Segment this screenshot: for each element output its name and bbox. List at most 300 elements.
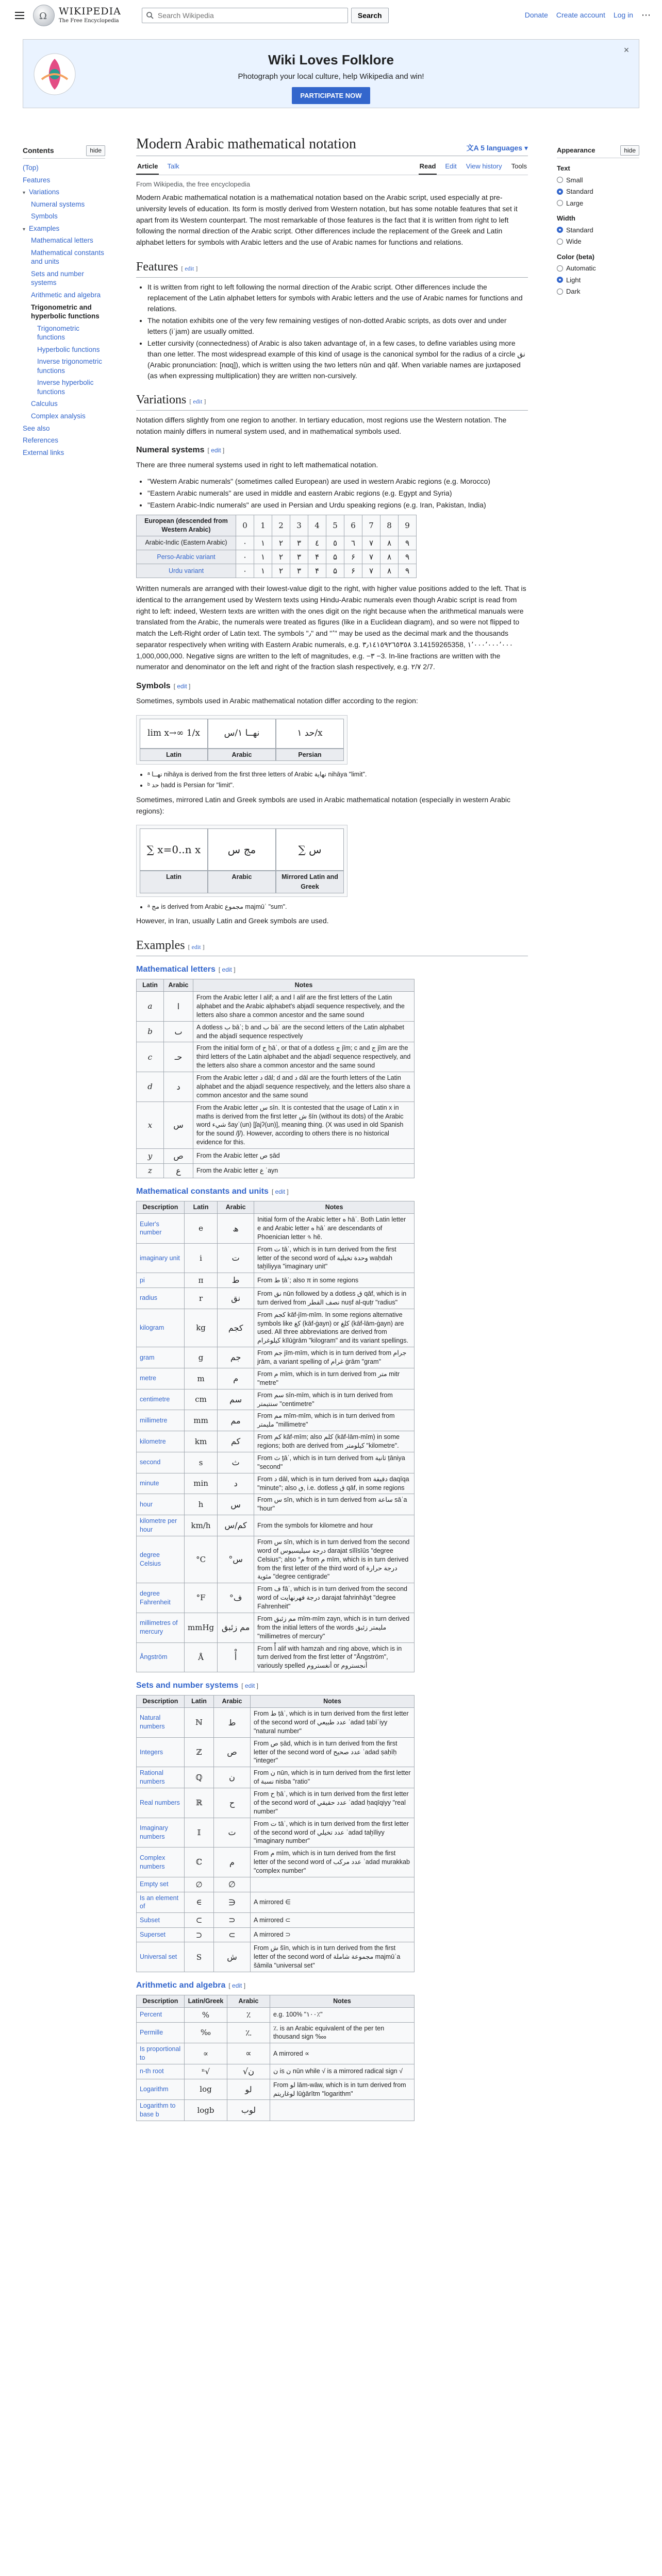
description-cell[interactable]: metre — [137, 1368, 185, 1389]
sum-figure — [136, 825, 347, 897]
table-row — [137, 1021, 415, 1042]
column-header: Description — [137, 1696, 185, 1708]
search-input[interactable] — [157, 11, 344, 20]
description-cell[interactable]: Rational numbers — [137, 1767, 185, 1788]
note-cell: Initial form of the Arabic letter ه hāʾ. Both Latin letter e and Arabic letter ه hāʾ are descendants of Phoenician letter 𐤄 hē. — [254, 1214, 415, 1244]
latin-cell: S — [185, 1942, 214, 1972]
toc-item[interactable] — [23, 434, 105, 447]
radio-option[interactable] — [557, 286, 639, 297]
description-cell[interactable]: kilometre per hour — [137, 1515, 185, 1536]
description-cell[interactable]: pi — [137, 1273, 185, 1288]
latin-cell: ℕ — [185, 1708, 214, 1738]
description-cell[interactable]: Ångström — [137, 1642, 185, 1672]
digit-cell: ٦ — [344, 536, 362, 550]
main-menu-icon[interactable] — [11, 7, 28, 24]
description-cell[interactable]: kilogram — [137, 1309, 185, 1347]
radio-label: Automatic — [566, 264, 596, 272]
description-cell[interactable]: Subset — [137, 1913, 185, 1928]
more-icon[interactable]: ⋯ — [641, 10, 651, 20]
digit-cell: ۳ — [290, 550, 308, 564]
chevron-down-icon[interactable]: ▾ — [23, 226, 26, 232]
digit-cell: ۸ — [380, 564, 399, 578]
chevron-down-icon[interactable]: ▾ — [23, 190, 26, 196]
radio-label: Large — [566, 199, 584, 207]
note-cell — [270, 2100, 415, 2121]
toc-item[interactable] — [23, 162, 105, 174]
constants-heading: Mathematical constants and units [ edit ] — [136, 1187, 289, 1196]
toc-item[interactable] — [23, 377, 105, 398]
digit-cell: 0 — [236, 515, 254, 536]
toc-item[interactable] — [23, 355, 105, 377]
row-label[interactable]: Arabic-Indic (Eastern Arabic) — [137, 536, 236, 550]
digit-cell: ۲ — [272, 564, 290, 578]
table-row — [137, 2079, 415, 2100]
toc-item-label: Mathematical letters — [31, 236, 93, 245]
table-row — [137, 1431, 415, 1452]
search-button[interactable]: Search — [351, 8, 389, 23]
column-header: Latin — [137, 979, 164, 992]
examples-heading: Examples [ edit ] — [136, 936, 528, 956]
description-cell[interactable]: Is proportional to — [137, 2043, 185, 2064]
edit-link[interactable]: edit — [177, 682, 187, 690]
latin-cell: log — [185, 2079, 227, 2100]
list-item: • It is written from right to left following the normal direction of the Arabic script. Other differences include the replacement of the Latin alphabet letters for symbols with Arabic letters and the use of Arabic names for functions and relations. — [147, 282, 528, 314]
table-row — [137, 2007, 415, 2022]
note-cell: From مم زئبق mīm-mīm zayn, which is in turn derived from the initial letters of the words مليمتر زئبق "millimetres of mercury" — [254, 1613, 415, 1642]
latin-cell: a — [137, 992, 164, 1022]
description-cell[interactable]: radius — [137, 1287, 185, 1309]
tab-article[interactable]: Article — [136, 158, 159, 175]
edit-link[interactable]: edit — [211, 447, 221, 454]
arabic-cell: ت — [214, 1818, 251, 1848]
table-row — [137, 992, 415, 1022]
note-cell: e.g. 100% "١٠٠٪" — [270, 2007, 415, 2022]
radio-label: Wide — [566, 238, 582, 245]
tab-view-history[interactable]: View history — [466, 162, 502, 171]
description-cell[interactable]: Empty set — [137, 1877, 185, 1892]
digit-cell: ٤ — [308, 536, 326, 550]
appearance-title: Appearance — [557, 146, 595, 154]
list-item: • ᵃ نهــا nihāya is derived from the first three letters of Arabic نهاية nihāya "limit". — [147, 770, 528, 779]
edit-link[interactable]: edit — [191, 943, 201, 951]
toc-item-label: Trigonometric functions — [37, 324, 80, 342]
latin-cell: °C — [185, 1536, 218, 1583]
edit-link[interactable]: edit — [275, 1188, 285, 1196]
arabic-cell: حـ — [164, 1042, 193, 1072]
latin-cell: °F — [185, 1583, 218, 1613]
latin-cell: m — [185, 1368, 218, 1389]
row-label: European (descended from Western Arabic) — [137, 515, 236, 536]
latin-cell: cm — [185, 1389, 218, 1410]
description-cell[interactable]: imaginary unit — [137, 1243, 185, 1273]
toc-item-label: Sets and number systems — [31, 269, 84, 287]
note-cell: From لو lām-wāw, which is in turn derived from لوغاريتم lūġārītm "logarithm" — [270, 2079, 415, 2100]
latin-cell: ∝ — [185, 2043, 227, 2064]
table-row — [137, 515, 417, 536]
constants-table — [136, 1201, 415, 1672]
description-cell[interactable]: hour — [137, 1494, 185, 1515]
table-row — [137, 1708, 415, 1738]
toc-item-label: Numeral systems — [31, 200, 85, 208]
globe-icon — [33, 5, 55, 26]
edit-link[interactable]: edit — [185, 264, 194, 272]
toc-item[interactable] — [23, 301, 105, 323]
numerals-paragraph: Written numerals are arranged with their lowest-value digit to the right, with higher value positions added to the left. That is identical to the arrangement used by Western texts using Hindu-Arabic numerals even though Arabic script is read from right to left: indeed, Western texts are written with the ones digit on the right because when the arithmetical manuals were translated from the Arabic, the numerals were treated as figures (like in a Euclidean diagram), and so were not flipped to match the Left-Right order of Latin text. The symbols "٫" and "٬" may be used as the decimal mark and the thousands separator respectively when writing with Eastern Arabic numerals, e.g. ٣٫١٤١٥٩٢٦٥٣٥٨ 3.14159265358, ١٬٠٠٠٬٠٠٠٬٠٠٠ 1,000,000,000. Negative signs are written to the left of magnitudes, e.g. −٣ −3. In-line fractions are written with the numerator and denominator on the left and right of the fraction slash respectively, e.g. ٢/٧ 2/7. — [136, 584, 526, 671]
table-of-contents — [23, 145, 105, 459]
latin-cell: s — [185, 1452, 218, 1473]
table-row — [137, 1583, 415, 1613]
description-cell[interactable]: n-th root — [137, 2064, 185, 2079]
arabic-cell: ص — [164, 1149, 193, 1164]
description-cell[interactable]: Complex numbers — [137, 1848, 185, 1877]
note-cell: A mirrored ∈ — [251, 1892, 415, 1913]
table-row — [137, 1613, 415, 1642]
list-item: • ᵃ مج is derived from Arabic مجموع majmūʿ "sum". — [147, 902, 528, 912]
arabic-cell: ⊃ — [214, 1913, 251, 1928]
latin-cell: ∅ — [185, 1877, 214, 1892]
description-cell[interactable]: Logarithm to base b — [137, 2100, 185, 2121]
features-list — [147, 282, 528, 381]
toc-item[interactable] — [23, 447, 105, 459]
digit-cell: ۳ — [290, 564, 308, 578]
close-icon[interactable]: × — [623, 45, 630, 55]
list-item: • Letter cursivity (connectedness) of Arabic is also taken advantage of, in a few cases, to define variables using more than one letter. The most widespread example of this kind of usage is the canonical symbol for the radius of a circle نق (Arabic pronunciation: [nɑq]), which is written using the two letters nūn and qāf. When variable names are juxtaposed (as when expressing multiplication) they are written non-cursively. — [147, 338, 528, 381]
radio-label: Light — [566, 276, 581, 284]
note-cell: From ط ṭāʾ, which is in turn derived from the first letter of the second word of عدد طبيعي ʿadad ṭabīʿiyy "natural number" — [251, 1708, 415, 1738]
radio-icon[interactable] — [557, 189, 563, 195]
search-field[interactable] — [142, 8, 348, 23]
digit-cell: ۶ — [344, 564, 362, 578]
table-row — [137, 1149, 415, 1164]
search-form — [142, 8, 389, 23]
site-header — [0, 0, 662, 31]
note-cell: From جم jīm-mīm, which is in turn derived from جرام jrām, a variant spelling of غرام ġrām "gram" — [254, 1347, 415, 1368]
arabic-cell: ع — [164, 1163, 193, 1178]
limit-notes — [147, 770, 528, 790]
description-cell[interactable]: millimetres of mercury — [137, 1613, 185, 1642]
participate-button[interactable]: PARTICIPATE NOW — [292, 87, 370, 105]
banner-title: Wiki Loves Folklore — [268, 52, 394, 67]
toc-item-label: Symbols — [31, 212, 58, 221]
row-label[interactable]: Urdu variant — [137, 564, 236, 578]
latin-cell: ℝ — [185, 1788, 214, 1818]
note-cell: From ن nūn, which is in turn derived from the first letter of نسبة nisba "ratio" — [251, 1767, 415, 1788]
tab-talk[interactable]: Talk — [167, 162, 179, 171]
latin-cell: r — [185, 1287, 218, 1309]
note-cell: From ش šīn, which is in turn derived from the first letter of the second word of مجموعة شاملة majmūʿa šāmila "universal set" — [251, 1942, 415, 1972]
description-cell[interactable]: Imaginary numbers — [137, 1818, 185, 1848]
toc-item[interactable] — [23, 323, 105, 344]
logo-subtitle: The Free Encyclopedia — [59, 18, 119, 24]
symbols-mid: Sometimes, mirrored Latin and Greek symbols are used in Arabic mathematical notation (especially in western Arabic regions): — [136, 795, 510, 815]
page-title: Modern Arabic mathematical notation — [136, 136, 356, 152]
note-cell: From نق nūn followed by a dotless ق qāf, which is in turn derived from نصف القطر nuṣf al-quṭr "radius" — [254, 1287, 415, 1309]
table-row — [137, 1494, 415, 1515]
latin-cell: 𝕀 — [185, 1818, 214, 1848]
figure-cell: lim x→∞ 1/x — [140, 719, 208, 749]
table-row — [137, 1788, 415, 1818]
description-cell[interactable]: Euler's number — [137, 1214, 185, 1244]
figure-cell: نهــا ١/س — [208, 719, 276, 749]
create-account-link[interactable]: Create account — [556, 11, 605, 19]
note-cell: From ت tāʾ, which is in turn derived from the first letter of the second word of وحدة تخيلية waḥdah taḫīliyya "imaginary unit" — [254, 1243, 415, 1273]
description-cell[interactable]: Universal set — [137, 1942, 185, 1972]
toc-item[interactable] — [23, 398, 105, 410]
note-cell: From the Arabic letter س sīn. It is contested that the usage of Latin x in maths is derived from the first letter ش šīn (without its dots) of the Arabic word شيء šayʾ(un) [ʃajʔ(un)], meaning thing. (X was used in old Spanish for the sound /ʃ/). However, according to others there is no historical evidence for this. — [193, 1101, 415, 1148]
table-row — [137, 1452, 415, 1473]
table-row — [137, 1515, 415, 1536]
toc-item-label: Mathematical constants and units — [31, 248, 104, 266]
symbols-heading: Symbols [ edit ] — [136, 681, 191, 690]
column-header: Latin — [185, 1201, 218, 1214]
digit-cell: 6 — [344, 515, 362, 536]
numerals-table — [136, 515, 417, 579]
row-label[interactable]: Perso-Arabic variant — [137, 550, 236, 564]
radio-option[interactable] — [557, 275, 639, 285]
note-cell — [251, 1877, 415, 1892]
toc-item[interactable] — [23, 410, 105, 422]
arabic-cell: د — [218, 1473, 254, 1494]
arabic-cell: لوب — [227, 2100, 270, 2121]
description-cell[interactable]: kilometre — [137, 1431, 185, 1452]
arabic-cell: م — [218, 1368, 254, 1389]
note-cell: From سم sīn-mīm, which is in turn derived from سنتيمتر "centimetre" — [254, 1389, 415, 1410]
list-item: • "Western Arabic numerals" (sometimes called European) are used in western Arabic regions (e.g. Morocco) — [147, 476, 528, 487]
table-row — [137, 550, 417, 564]
note-cell: From the Arabic letter ص ṣād — [193, 1149, 415, 1164]
digit-cell: ۴ — [308, 550, 326, 564]
letters-heading: Mathematical letters [ edit ] — [136, 965, 236, 974]
radio-option[interactable] — [557, 187, 639, 197]
digit-cell: 1 — [254, 515, 272, 536]
digit-cell: ۴ — [308, 564, 326, 578]
symbols-after: However, in Iran, usually Latin and Greek symbols are used. — [136, 917, 329, 925]
arabic-cell: نق — [218, 1287, 254, 1309]
radio-option[interactable] — [557, 175, 639, 185]
latin-cell: mm — [185, 1410, 218, 1431]
digit-cell: 2 — [272, 515, 290, 536]
note-cell: From م mīm, which is in turn derived from متر mitr "metre" — [254, 1368, 415, 1389]
latin-cell: % — [185, 2007, 227, 2022]
toc-item[interactable] — [23, 186, 105, 198]
description-cell[interactable]: Superset — [137, 1927, 185, 1942]
tab-tools[interactable]: Tools — [511, 162, 527, 171]
toc-item[interactable] — [23, 223, 105, 235]
digit-cell: ۹ — [399, 564, 417, 578]
toc-item-label: External links — [23, 448, 64, 456]
table-row — [137, 1536, 415, 1583]
figure-label: Mirrored Latin and Greek — [276, 871, 344, 893]
table-row — [137, 564, 417, 578]
toc-item[interactable] — [23, 289, 105, 301]
latin-cell: mmHg — [185, 1613, 218, 1642]
table-row — [137, 1913, 415, 1928]
radio-option[interactable] — [557, 225, 639, 235]
arabic-cell: ص — [214, 1737, 251, 1767]
digit-cell: ۷ — [362, 564, 380, 578]
table-row — [137, 2100, 415, 2121]
description-cell[interactable]: Percent — [137, 2007, 185, 2022]
personal-tools — [525, 8, 651, 22]
arabic-cell: ∋ — [214, 1892, 251, 1913]
description-cell[interactable]: gram — [137, 1347, 185, 1368]
appearance-group — [557, 252, 639, 297]
edit-link[interactable]: edit — [244, 1682, 255, 1690]
description-cell[interactable]: Real numbers — [137, 1788, 185, 1818]
toc-item-label: (Top) — [23, 164, 39, 172]
note-cell: From ح ḥāʾ, which is in turn derived from the first letter of the second word of عدد حقيقي ʿadad ḥaqīqiyy "real number" — [251, 1788, 415, 1818]
radio-icon[interactable] — [557, 177, 563, 183]
arabic-cell: ث — [218, 1452, 254, 1473]
toc-item[interactable] — [23, 422, 105, 435]
toc-item-label: Examples — [29, 224, 60, 232]
arabic-cell: ت — [218, 1243, 254, 1273]
note-cell: From ص ṣād, which is in turn derived from the first letter of the second word of عدد صحيح ʿadad ṣaḥīḥ "integer" — [251, 1737, 415, 1767]
radio-icon[interactable] — [557, 227, 563, 233]
radio-option[interactable] — [557, 236, 639, 247]
digit-cell: ٢ — [272, 536, 290, 550]
table-row — [137, 2064, 415, 2079]
numerals-intro: There are three numeral systems used in right to left mathematical notation. — [136, 461, 378, 469]
list-item: • "Eastern Arabic numerals" are used in middle and eastern Arabic regions (e.g. Egypt and Syria) — [147, 488, 528, 499]
table-row — [137, 1473, 415, 1494]
latin-cell: d — [137, 1072, 164, 1102]
note-cell: From the initial form of ح ḥāʾ, or that of a dotless ج jīm; c and ج jīm are the third letters of the Latin alphabet and the abjadī sequence respectively, and the letters also share a common ancestor and the same sound — [193, 1042, 415, 1072]
edit-link[interactable]: edit — [193, 397, 203, 405]
arabic-cell: ط — [218, 1273, 254, 1288]
arabic-cell: س — [218, 1494, 254, 1515]
toc-item[interactable] — [23, 198, 105, 211]
arabic-cell: °س — [218, 1536, 254, 1583]
appearance-group-title: Width — [557, 214, 575, 222]
latin-cell: y — [137, 1149, 164, 1164]
table-row — [137, 2043, 415, 2064]
description-cell[interactable]: Natural numbers — [137, 1708, 185, 1738]
language-button[interactable]: 文A 5 languages ▾ — [466, 144, 528, 152]
note-cell: A mirrored ⊂ — [251, 1913, 415, 1928]
toc-item-label: See also — [23, 424, 50, 432]
digit-cell: ۵ — [326, 564, 344, 578]
note-cell: From the Arabic letter د dāl; d and د dāl are the fourth letters of the Latin alphabet and the abjadī sequence respectively, and the letters also share a common ancestor and the same sound — [193, 1072, 415, 1102]
digit-cell: ۰ — [236, 564, 254, 578]
digit-cell: ٣ — [290, 536, 308, 550]
toc-item-label: Complex analysis — [31, 412, 86, 420]
features-heading: Features [ edit ] — [136, 258, 528, 278]
radio-label: Dark — [566, 287, 581, 295]
edit-link[interactable]: edit — [232, 1982, 242, 1990]
appearance-hide-button[interactable]: hide — [620, 145, 639, 156]
radio-icon[interactable] — [557, 289, 563, 295]
note-cell: From ف fāʾ, which is in turn derived from the second word of درجة فهرنهايت darajat fahrinhāyt "degree Fahrenheit" — [254, 1583, 415, 1613]
toc-item[interactable] — [23, 344, 105, 356]
toc-item[interactable] — [23, 234, 105, 247]
description-cell[interactable]: second — [137, 1452, 185, 1473]
table-row — [137, 1877, 415, 1892]
arabic-cell: مم زئبق — [218, 1613, 254, 1642]
latin-cell: b — [137, 1021, 164, 1042]
digit-cell: ۰ — [236, 550, 254, 564]
figure-label: Persian — [276, 749, 344, 761]
column-header: Arabic — [218, 1201, 254, 1214]
login-link[interactable]: Log in — [613, 11, 633, 19]
banner-subtitle: Photograph your local culture, help Wikipedia and win! — [238, 72, 424, 81]
digit-cell: ١ — [254, 536, 272, 550]
table-row — [137, 1767, 415, 1788]
radio-icon[interactable] — [557, 277, 563, 283]
table-row — [137, 536, 417, 550]
toc-item[interactable] — [23, 210, 105, 223]
arabic-cell: ھ — [218, 1214, 254, 1244]
latin-cell: Å — [185, 1642, 218, 1672]
latin-cell: ⁿ√ — [185, 2064, 227, 2079]
latin-cell: min — [185, 1473, 218, 1494]
digit-cell: 7 — [362, 515, 380, 536]
description-cell[interactable]: degree Fahrenheit — [137, 1583, 185, 1613]
arabic-cell: °ف — [218, 1583, 254, 1613]
description-cell[interactable]: millimetre — [137, 1410, 185, 1431]
radio-icon[interactable] — [557, 200, 563, 206]
table-row — [137, 1942, 415, 1972]
toc-item-label: Inverse trigonometric functions — [37, 358, 103, 375]
appearance-group — [557, 163, 639, 208]
description-cell[interactable]: minute — [137, 1473, 185, 1494]
tab-edit[interactable]: Edit — [445, 162, 457, 171]
description-cell[interactable]: Logarithm — [137, 2079, 185, 2100]
table-row — [137, 1243, 415, 1273]
description-cell[interactable]: degree Celsius — [137, 1536, 185, 1583]
tab-read[interactable]: Read — [419, 158, 437, 175]
wikipedia-logo[interactable] — [33, 5, 121, 26]
toc-item-label: References — [23, 436, 59, 445]
arabic-cell: ط — [214, 1708, 251, 1738]
search-icon — [146, 12, 154, 19]
figure-cell: حد ١/x — [276, 719, 344, 749]
toc-item-label: Arithmetic and algebra — [31, 291, 101, 299]
radio-label: Standard — [566, 188, 593, 195]
description-cell[interactable]: centimetre — [137, 1389, 185, 1410]
toc-item[interactable] — [23, 268, 105, 289]
digit-cell: ۲ — [272, 550, 290, 564]
description-cell[interactable]: Permille — [137, 2022, 185, 2043]
latin-cell: h — [185, 1494, 218, 1515]
logo-title: WIKIPEDIA — [59, 6, 121, 18]
donate-link[interactable]: Donate — [524, 11, 548, 19]
toc-title: Contents — [23, 146, 54, 155]
toc-item[interactable] — [23, 174, 105, 187]
toc-item-label: Trigonometric and hyperbolic functions — [31, 303, 100, 320]
table-row — [137, 1848, 415, 1877]
arabic-cell: د — [164, 1072, 193, 1102]
column-header: Arabic — [164, 979, 193, 992]
toc-item[interactable] — [23, 247, 105, 268]
radio-label: Standard — [566, 226, 593, 234]
table-row — [137, 1214, 415, 1244]
toc-hide-button[interactable]: hide — [86, 145, 105, 156]
arabic-cell: √ن — [227, 2064, 270, 2079]
description-cell[interactable]: Is an element of — [137, 1892, 185, 1913]
radio-option[interactable] — [557, 198, 639, 209]
radio-icon[interactable] — [557, 265, 563, 272]
arabic-cell: ؉ — [227, 2022, 270, 2043]
note-cell: From the Arabic letter ع ʿayn — [193, 1163, 415, 1178]
table-row — [137, 1072, 415, 1102]
radio-option[interactable] — [557, 263, 639, 274]
arabic-cell: كجم — [218, 1309, 254, 1347]
arabic-cell: س — [164, 1101, 193, 1148]
description-cell[interactable]: Integers — [137, 1737, 185, 1767]
edit-link[interactable]: edit — [222, 966, 232, 974]
radio-icon[interactable] — [557, 239, 563, 245]
